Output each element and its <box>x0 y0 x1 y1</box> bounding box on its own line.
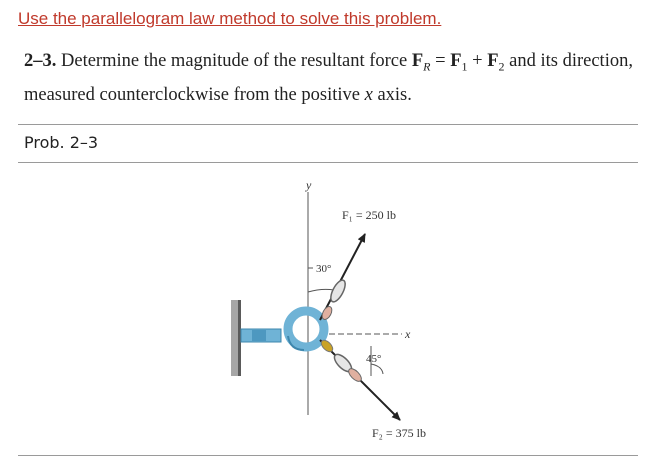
problem-text-after: and its direction, measured counterclockwise from the positive <box>24 51 633 105</box>
problem-text-before: Determine the magnitude of the resultant force <box>61 51 412 71</box>
angle2-label: 45° <box>366 353 382 365</box>
f1-label: F₁ = 250 lb <box>342 208 396 222</box>
plus-sign: + <box>467 51 488 71</box>
instruction-link[interactable]: Use the parallelogram law method to solve this problem. <box>18 9 442 28</box>
f2-shackle <box>347 367 364 384</box>
resultant-subscript: R <box>423 59 431 74</box>
problem-number: 2–3. <box>24 51 57 71</box>
resultant-symbol: F <box>411 51 424 71</box>
x-symbol: x <box>364 85 373 105</box>
problem-text-axis: axis. <box>372 85 412 105</box>
hook-thread <box>252 330 266 341</box>
f1-link <box>328 278 348 304</box>
x-axis-label: x <box>405 327 411 341</box>
hook-loop <box>288 311 324 347</box>
angle1-label: 30° <box>316 263 332 275</box>
f2-label: F₂ = 375 lb <box>372 426 426 440</box>
f2-symbol: F <box>487 51 499 71</box>
y-axis-label: y <box>306 178 312 192</box>
f1-symbol: F <box>450 51 462 71</box>
f2-subscript: 2 <box>498 59 505 74</box>
problem-label: Prob. 2–3 <box>24 133 99 152</box>
equals-sign: = <box>430 51 451 71</box>
angle2-arc <box>371 364 383 374</box>
f1-subscript: 1 <box>461 59 468 74</box>
angle1-arc <box>308 289 334 292</box>
